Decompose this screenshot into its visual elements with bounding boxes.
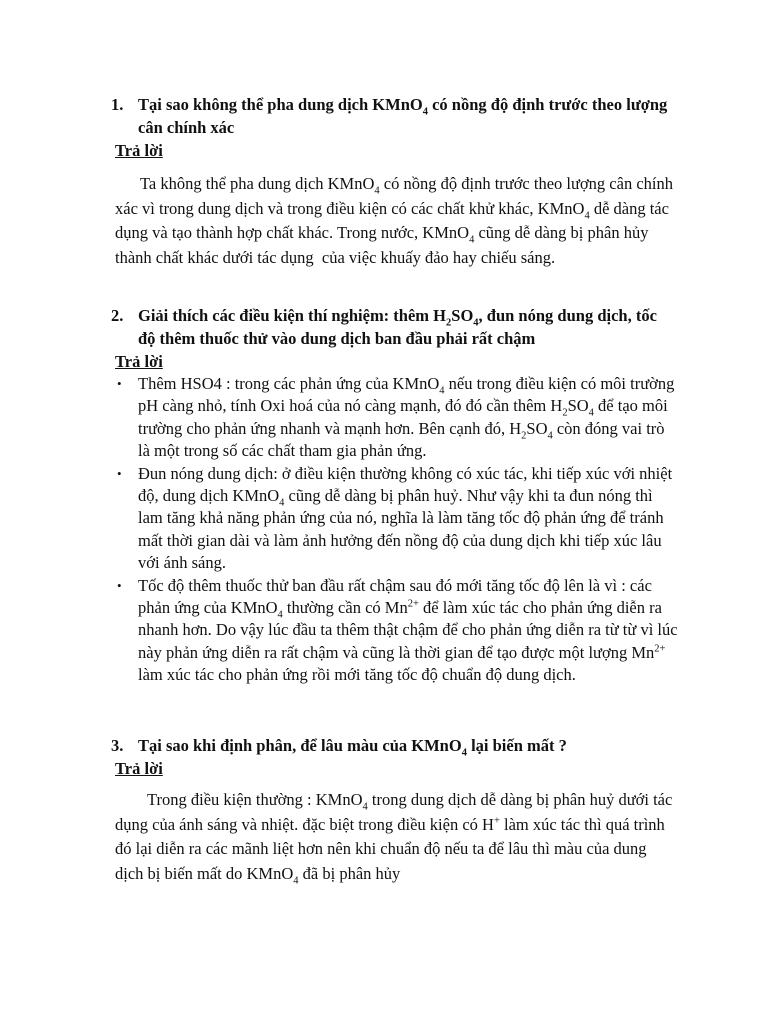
- question-2-number: 2.: [111, 306, 124, 325]
- bullet-text: Thêm HSO4 : trong các phản ứng của KMnO$_4$ nếu trong điều kiện có môi trường pH càng nhỏ, tính Oxi hoá của nó càng mạnh, đó đó cần thêm $H_2SO_4$ để tạo môi trường cho phản ứng nhanh và mạnh hơn. Bên cạnh đó, $H_2SO_4$ còn đóng vai trò là một trong số các chất tham gia phản ứng.: [138, 374, 675, 461]
- answer-2-bullet-list: [0, 373, 768, 687]
- answer-label-3: Trả lời: [115, 759, 163, 778]
- question-2-title-text: Giải thích các điều kiện thí nghiệm: thêm $H_2SO_4$, đun nóng dung dịch, tốc độ thêm thuốc thử vào dung dịch ban đầu phải rất chậm: [138, 306, 657, 348]
- bullet-dot-icon: •: [117, 465, 122, 481]
- bullet-dot-icon: •: [117, 376, 122, 391]
- bullet-dot-icon: •: [117, 577, 122, 593]
- question-1-title: [111, 93, 678, 139]
- question-3: [0, 734, 768, 886]
- answer-label-1: Trả lời: [115, 141, 163, 160]
- bullet-item: [117, 373, 678, 463]
- bullet-text: Tốc độ thêm thuốc thử ban đầu rất chậm sau đó mới tăng tốc độ lên là vì : các phản ứng của KMnO$_4$ thường cần có $Mn^{2+}$ để làm xúc tác cho phản ứng diễn ra nhanh hơn. Do vậy lúc đầu ta thêm thật chậm để cho phản ứng diễn ra từ từ vì lúc này phản ứng diễn ra rất chậm và cũng là thời gian để tạo được một lượng $Mn^{2+}$ làm xúc tác cho phản ứng rồi mới tăng tốc độ chuẩn độ dung dịch.: [138, 575, 678, 685]
- answer-1-paragraph: Ta không thể pha dung dịch KMnO$_4$ có nồng độ định trước theo lượng cân chính xác vì trong dung dịch và trong điều kiện có các chất khử khác, KMnO$_4$ dễ dàng tác dụng và tạo thành hợp chất khác. Trong nước, KMnO$_4$ cũng dễ dàng bị phân hủy thành chất khác dưới tác dụng của việc khuấy đảo hay chiếu sáng.: [115, 174, 673, 267]
- question-3-title: [111, 734, 678, 759]
- question-1-title-text: Tại sao không thể pha dung dịch KMnO$_4$ có nồng độ định trước theo lượng cân chính xác: [138, 95, 668, 137]
- bullet-item: [117, 575, 678, 687]
- question-2: [0, 304, 768, 687]
- bullet-text: Đun nóng dung dịch: ở điều kiện thường không có xúc tác, khi tiếp xúc với nhiệt độ, dung dịch KMnO$_4$ cũng dễ dàng bị phân huỷ. Như vậy khi ta đun nóng thì lam tăng khả năng phản ứng của nó, nghĩa là làm tăng tốc độ phản ứng để tránh mất thời gian dài và làm ảnh hưởng đến nồng độ của dung dịch khi tiếp xúc lâu với ánh sáng.: [138, 463, 673, 573]
- answer-3-paragraph: Trong điều kiện thường : KMnO$_4$ trong dung dịch dễ dàng bị phân huỷ dưới tác dụng của ánh sáng và nhiệt. đặc biệt trong điều kiện có H+ làm xúc tác thì quá trình đó lại diễn ra các mãnh liệt hơn nên khi chuẩn độ nếu ta để lâu thì màu của dung dịch bị biến mất do KMnO$_4$ đã bị phân hủy: [115, 790, 673, 886]
- question-3-title-text: Tại sao khi định phân, để lâu màu của KMnO$_4$ lại biến mất ?: [138, 736, 567, 759]
- question-1: [0, 93, 768, 270]
- bullet-item: [117, 463, 678, 575]
- question-2-title: [111, 304, 678, 350]
- answer-label-2: Trả lời: [115, 352, 163, 371]
- question-1-number: 1.: [111, 95, 124, 114]
- question-3-number: 3.: [111, 736, 124, 755]
